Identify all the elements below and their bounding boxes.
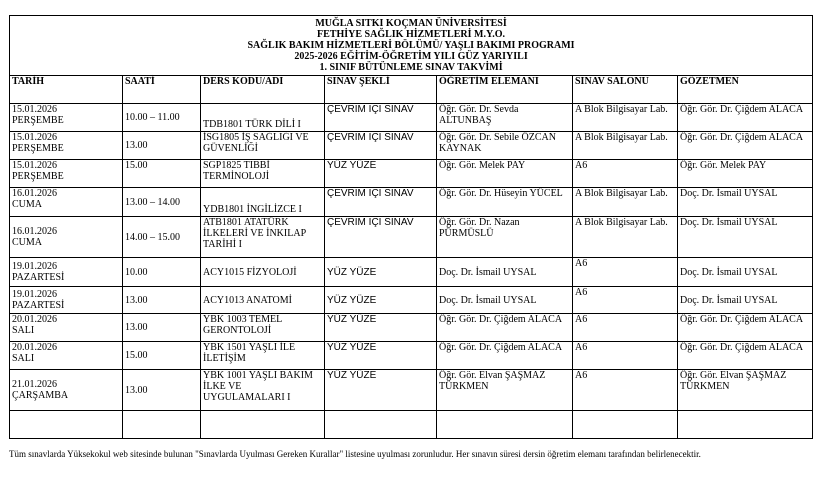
exam-type-cell: YÜZ YÜZE (325, 370, 437, 411)
time-cell: 10.00 – 11.00 (123, 104, 201, 132)
instructor-cell: Öğr. Gör. Dr. Çiğdem ALACA (437, 342, 573, 370)
table-row (10, 188, 813, 217)
date: 19.01.2026 (12, 261, 57, 272)
time-cell: 15.00 (123, 160, 201, 188)
room-cell: A6 (573, 342, 678, 370)
empty-cell (123, 411, 201, 439)
room-cell: A6 (573, 287, 678, 314)
weekday: ÇARŞAMBA (12, 390, 69, 401)
course-cell: YBK 1003 TEMEL GERONTOLOJİ (201, 314, 325, 342)
instructor-cell: Öğr. Gör. Dr. Sebile ÖZCAN KAYNAK (437, 132, 573, 160)
table-row (10, 160, 813, 188)
course-cell: YDB1801 İNGİLİZCE I (201, 188, 325, 217)
weekday: PERŞEMBE (12, 115, 64, 126)
exam-type-cell: ÇEVRİM İÇİ SINAV (325, 104, 437, 132)
weekday: PAZARTESİ (12, 300, 65, 311)
date-cell (10, 132, 123, 160)
column-header-proctor: GÖZETMEN (678, 76, 813, 104)
date-cell (10, 217, 123, 258)
document-title-block (10, 16, 813, 76)
instructor-cell: Öğr. Gör. Dr. Sevda ALTUNBAŞ (437, 104, 573, 132)
proctor-cell: Doç. Dr. İsmail UYSAL (678, 217, 813, 258)
proctor-cell: Öğr. Gör. Dr. Çiğdem ALACA (678, 342, 813, 370)
proctor-cell: Öğr. Gör. Dr. Çiğdem ALACA (678, 132, 813, 160)
date: 15.01.2026 (12, 160, 57, 171)
time-cell: 13.00 (123, 370, 201, 411)
school-name: FETHİYE SAĞLIK HİZMETLERİ M.Y.O. (317, 29, 506, 40)
course-cell: SGP1825 TIBBİ TERMİNOLOJİ (201, 160, 325, 188)
date: 20.01.2026 (12, 314, 57, 325)
instructor-cell: Doç. Dr. İsmail UYSAL (437, 258, 573, 287)
column-header-instructor: ÖĞRETİM ELEMANI (437, 76, 573, 104)
exam-type-cell: ÇEVRİM İÇİ SINAV (325, 132, 437, 160)
date: 16.01.2026 (12, 226, 57, 237)
time-cell: 15.00 (123, 342, 201, 370)
column-header-room: SINAV SALONU (573, 76, 678, 104)
instructor-cell: Öğr. Gör. Dr. Çiğdem ALACA (437, 314, 573, 342)
date: 16.01.2026 (12, 188, 57, 199)
time-cell: 13.00 (123, 287, 201, 314)
date: 20.01.2026 (12, 342, 57, 353)
time-cell: 14.00 – 15.00 (123, 217, 201, 258)
table-row (10, 370, 813, 411)
weekday: PERŞEMBE (12, 171, 64, 182)
empty-cell (678, 411, 813, 439)
table-row (10, 342, 813, 370)
room-cell: A6 (573, 370, 678, 411)
weekday: PERŞEMBE (12, 143, 64, 154)
room-cell: A6 (573, 258, 678, 287)
course-cell: YBK 1001 YAŞLI BAKIM İLKE VE UYGULAMALARI I (201, 370, 325, 411)
academic-term: 2025-2026 EĞİTİM-ÖĞRETİM YILI GÜZ YARIYILI (294, 51, 528, 62)
weekday: SALI (12, 325, 35, 336)
column-header-course: DERS KODU/ADI (201, 76, 325, 104)
instructor-cell: Doç. Dr. İsmail UYSAL (437, 287, 573, 314)
exam-type-cell: YÜZ YÜZE (325, 160, 437, 188)
exam-type-cell: ÇEVRİM İÇİ SINAV (325, 217, 437, 258)
date-cell (10, 314, 123, 342)
weekday: CUMA (12, 199, 43, 210)
instructor-cell: Öğr. Gör. Dr. Hüseyin YÜCEL (437, 188, 573, 217)
room-cell: A6 (573, 160, 678, 188)
exam-type-cell: YÜZ YÜZE (325, 342, 437, 370)
empty-cell (10, 411, 123, 439)
time-cell: 13.00 – 14.00 (123, 188, 201, 217)
date-cell (10, 287, 123, 314)
empty-cell (325, 411, 437, 439)
table-row (10, 314, 813, 342)
empty-cell (437, 411, 573, 439)
course-cell: ACY1013 ANATOMİ (201, 287, 325, 314)
course-cell: ACY1015 FİZYOLOJİ (201, 258, 325, 287)
date-cell (10, 188, 123, 217)
table-row (10, 217, 813, 258)
proctor-cell: Öğr. Gör. Elvan ŞAŞMAZ TÜRKMEN (678, 370, 813, 411)
title-row (10, 16, 813, 76)
empty-cell (201, 411, 325, 439)
exam-type-cell: YÜZ YÜZE (325, 314, 437, 342)
instructor-cell: Öğr. Gör. Elvan ŞAŞMAZ TÜRKMEN (437, 370, 573, 411)
weekday: CUMA (12, 237, 43, 248)
course-cell: TDB1801 TÜRK DİLİ I (201, 104, 325, 132)
exam-type-cell: YÜZ YÜZE (325, 287, 437, 314)
proctor-cell: Doç. Dr. İsmail UYSAL (678, 188, 813, 217)
time-cell: 13.00 (123, 314, 201, 342)
date-cell (10, 370, 123, 411)
date-cell (10, 104, 123, 132)
table-row (10, 258, 813, 287)
exam-schedule-sheet (9, 15, 812, 439)
date-cell (10, 160, 123, 188)
department-name: SAĞLIK BAKIM HİZMETLERİ BÖLÜMÜ/ YAŞLI BAKIMI PROGRAMI (247, 40, 575, 51)
room-cell: A Blok Bilgisayar Lab. (573, 104, 678, 132)
column-header-time: SAATİ (123, 76, 201, 104)
room-cell: A Blok Bilgisayar Lab. (573, 132, 678, 160)
room-cell: A Blok Bilgisayar Lab. (573, 188, 678, 217)
room-cell: A6 (573, 314, 678, 342)
room-cell: A Blok Bilgisayar Lab. (573, 217, 678, 258)
instructor-cell: Öğr. Gör. Melek PAY (437, 160, 573, 188)
date: 19.01.2026 (12, 289, 57, 300)
proctor-cell: Doç. Dr. İsmail UYSAL (678, 258, 813, 287)
column-header-date: TARİH (10, 76, 123, 104)
course-cell: YBK 1501 YAŞLI İLE İLETİŞİM (201, 342, 325, 370)
rules-footnote: Tüm sınavlarda Yüksekokul web sitesinde bulunan "Sınavlarda Uyulması Gereken Kurallar" listesine uyulması zorunludur. Her sınavın süresi dersin öğretim elemanı tarafından belirlenecektir. (9, 449, 701, 459)
time-cell: 13.00 (123, 132, 201, 160)
exam-schedule-table (9, 15, 813, 439)
exam-type-cell: YÜZ YÜZE (325, 258, 437, 287)
table-row (10, 104, 813, 132)
table-row (10, 287, 813, 314)
exam-type-cell: ÇEVRİM İÇİ SINAV (325, 188, 437, 217)
time-cell: 10.00 (123, 258, 201, 287)
date: 15.01.2026 (12, 132, 57, 143)
column-header-row (10, 76, 813, 104)
schedule-title: 1. SINIF BÜTÜNLEME SINAV TAKVİMİ (319, 62, 503, 73)
date: 21.01.2026 (12, 379, 57, 390)
empty-row (10, 411, 813, 439)
weekday: PAZARTESİ (12, 272, 65, 283)
table-row (10, 132, 813, 160)
proctor-cell: Öğr. Gör. Melek PAY (678, 160, 813, 188)
instructor-cell: Öğr. Gör. Dr. Nazan PÜRMÜSLÜ (437, 217, 573, 258)
date-cell (10, 258, 123, 287)
university-name: MUĞLA SITKI KOÇMAN ÜNİVERSİTESİ (315, 18, 507, 29)
date-cell (10, 342, 123, 370)
course-cell: İSG1805 İŞ SAĞLIĞI VE GÜVENLİĞİ (201, 132, 325, 160)
date: 15.01.2026 (12, 104, 57, 115)
proctor-cell: Doç. Dr. İsmail UYSAL (678, 287, 813, 314)
proctor-cell: Öğr. Gör. Dr. Çiğdem ALACA (678, 314, 813, 342)
empty-cell (573, 411, 678, 439)
weekday: SALI (12, 353, 35, 364)
column-header-exam-type: SINAV ŞEKLİ (325, 76, 437, 104)
course-cell: ATB1801 ATATÜRK İLKELERİ VE İNKILAP TARİHİ I (201, 217, 325, 258)
proctor-cell: Öğr. Gör. Dr. Çiğdem ALACA (678, 104, 813, 132)
